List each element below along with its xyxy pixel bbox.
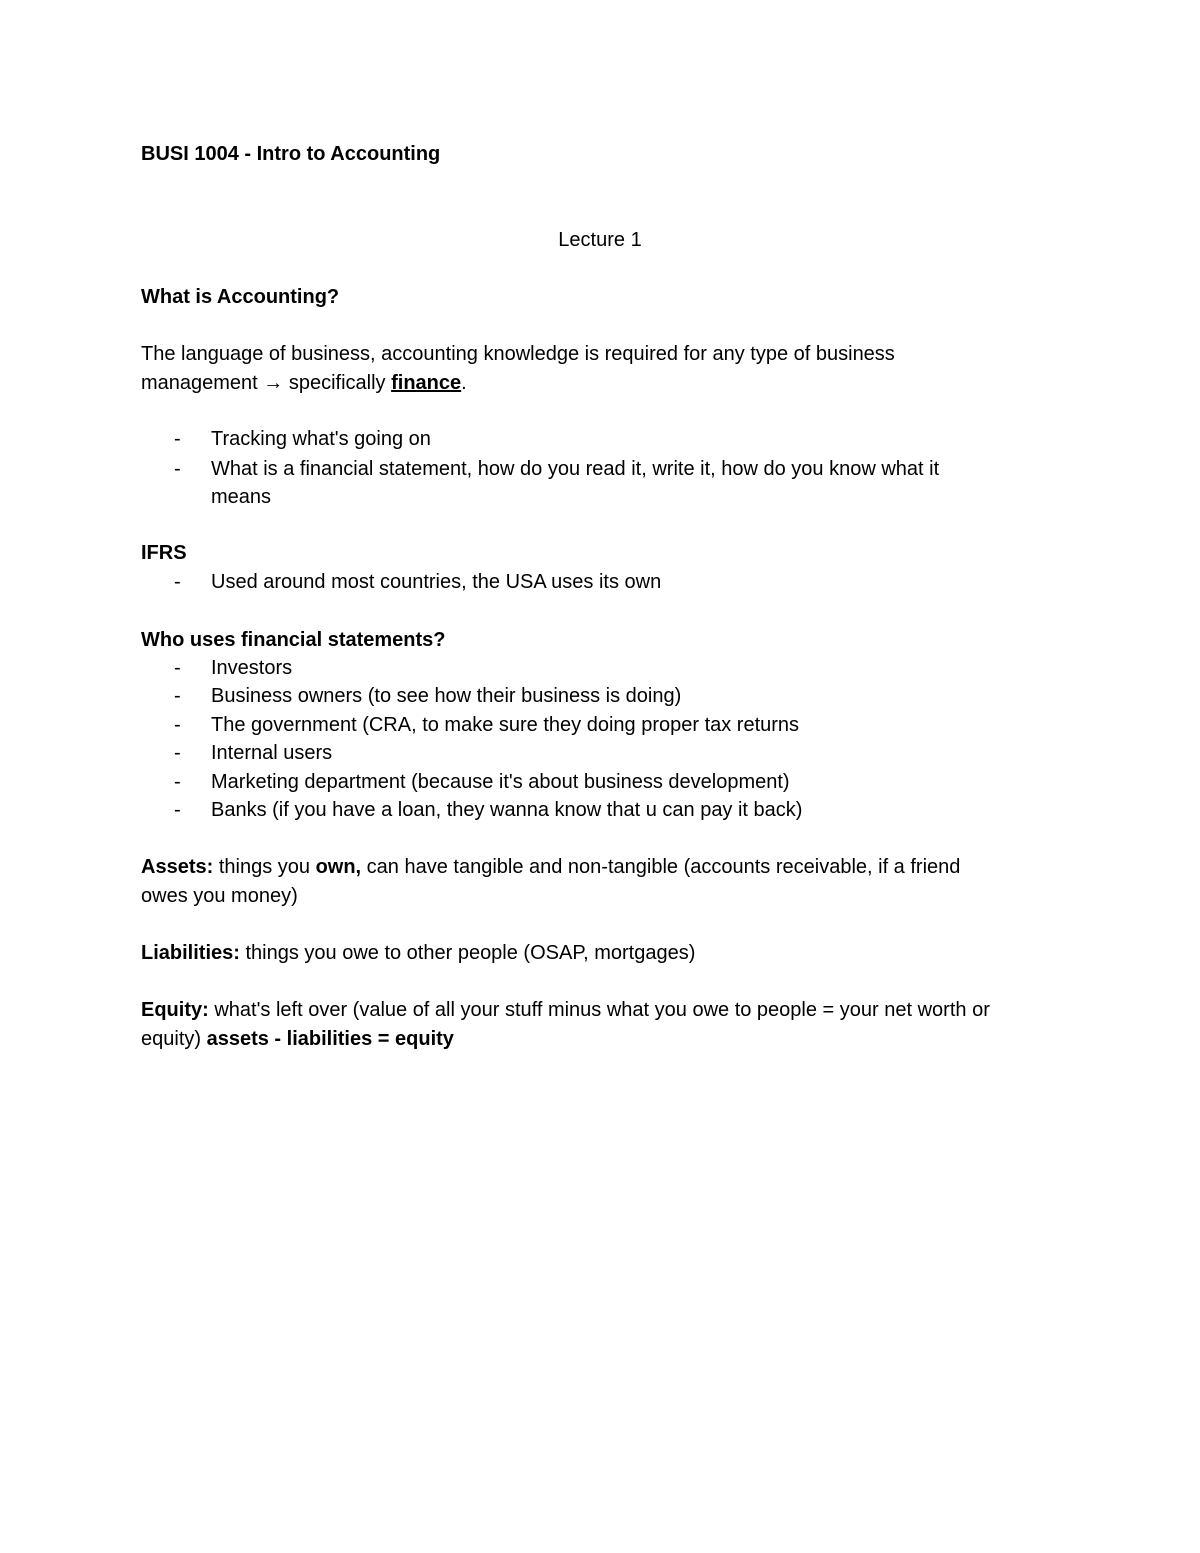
assets-definition-line-2: owes you money) (141, 885, 298, 907)
bullet-marker: - (174, 428, 181, 450)
bullet-marker: - (174, 742, 181, 764)
equity-text: what's left over (value of all your stuff minus what you owe to people = your net worth or (208, 999, 990, 1021)
bullet-marker: - (174, 685, 181, 707)
list-item: Internal users (211, 742, 333, 764)
bullet-marker: - (174, 799, 181, 821)
list-item-continuation: means (211, 486, 272, 508)
lecture-heading: Lecture 1 (558, 229, 642, 251)
equity-text-cont: equity) (141, 1028, 207, 1050)
intro-paragraph-period: . (461, 372, 467, 394)
intro-paragraph-line-1: The language of business, accounting knowledge is required for any type of business (141, 343, 895, 365)
bullet-marker: - (174, 657, 181, 679)
equity-label: Equity: (141, 999, 209, 1021)
intro-paragraph-line-2 (141, 369, 467, 397)
list-item: What is a financial statement, how do you read it, write it, how do you know what it (211, 458, 940, 480)
bullet-marker: - (174, 771, 181, 793)
assets-text: things you (213, 856, 316, 878)
list-item: Used around most countries, the USA uses its own (211, 571, 662, 593)
liabilities-label: Liabilities: (141, 942, 240, 964)
section-heading-ifrs: IFRS (141, 542, 187, 564)
list-item: Tracking what's going on (211, 428, 431, 450)
list-item: The government (CRA, to make sure they doing proper tax returns (211, 714, 800, 736)
section-heading-who-uses: Who uses financial statements? (141, 629, 446, 651)
assets-own-keyword: own, (315, 856, 362, 878)
bullet-marker: - (174, 571, 181, 593)
liabilities-text: things you owe to other people (OSAP, mortgages) (239, 942, 696, 964)
assets-definition-line-1 (141, 853, 960, 881)
finance-keyword: finance (391, 372, 462, 394)
accounting-equation: assets - liabilities = equity (206, 1028, 454, 1050)
section-heading-what-is-accounting: What is Accounting? (141, 286, 340, 308)
assets-label: Assets: (141, 856, 214, 878)
intro-paragraph-text: management → specifically (141, 372, 392, 394)
list-item: Business owners (to see how their business is doing) (211, 685, 682, 707)
bullet-marker: - (174, 714, 181, 736)
equity-definition-line-2 (141, 1025, 454, 1053)
equity-definition-line-1 (141, 996, 990, 1024)
bullet-marker: - (174, 458, 181, 480)
liabilities-definition (141, 939, 695, 967)
list-item: Marketing department (because it's about business development) (211, 771, 790, 793)
list-item: Investors (211, 657, 293, 679)
document-title: BUSI 1004 - Intro to Accounting (141, 143, 441, 165)
assets-text-cont: can have tangible and non-tangible (accounts receivable, if a friend (361, 856, 961, 878)
list-item: Banks (if you have a loan, they wanna know that u can pay it back) (211, 799, 803, 821)
